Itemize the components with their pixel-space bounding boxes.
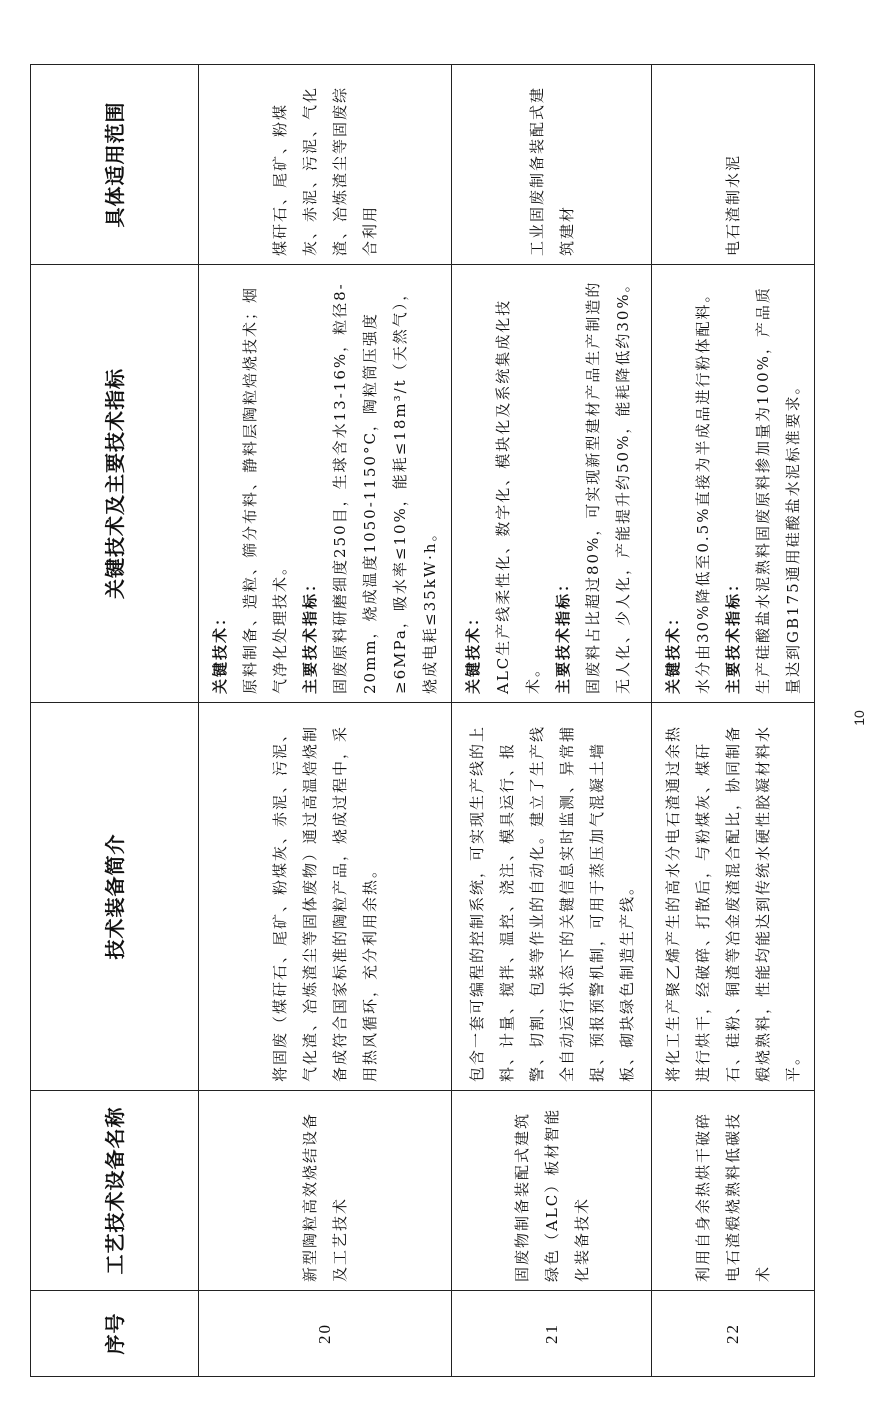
main-index-text: 固废原料研磨细度250目，生球含水13-16%，粒径8-20mm，烧成温度1050-1150°C，陶粒筒压强度≥6MPa，吸水率≤10%，能耗≤18m³/t（天然气），烧成电耗≤35kW·h。 bbox=[331, 282, 439, 694]
row-scope: 工业固废制备装配式建筑建材 bbox=[452, 65, 652, 265]
header-seq: 序号 bbox=[31, 1291, 199, 1377]
main-index-label: 主要技术指标： bbox=[724, 574, 742, 694]
table-header-row bbox=[31, 65, 199, 1377]
row-seq: 20 bbox=[199, 1291, 452, 1377]
key-tech-text: ALC生产线柔性化、数字化、模块化及系统集成化技术。 bbox=[494, 298, 542, 694]
technology-table bbox=[30, 64, 815, 1377]
page-number: 10 bbox=[850, 710, 867, 726]
main-index-label: 主要技术指标： bbox=[554, 574, 572, 694]
table-row bbox=[452, 65, 652, 1377]
table-row bbox=[652, 65, 815, 1377]
key-tech-label: 关键技术： bbox=[211, 608, 229, 694]
row-name: 利用自身余热烘干破碎电石渣煅烧熟料低碳技术 bbox=[652, 1091, 815, 1291]
row-intro: 将化工生产聚乙烯产生的高水分电石渣通过余热进行烘干，经破碎、打散后，与粉煤灰、煤矸石、硅粉、铜渣等冶金废渣混合配比，协同制备煅烧熟料，性能均能达到传统水硬性胶凝材料水平。 bbox=[652, 703, 815, 1091]
row-name: 新型陶粒高效烧结设备及工艺技术 bbox=[199, 1091, 452, 1291]
row-key bbox=[652, 265, 815, 703]
main-index-label: 主要技术指标： bbox=[301, 574, 319, 694]
row-scope: 电石渣制水泥 bbox=[652, 65, 815, 265]
header-key: 关键技术及主要技术指标 bbox=[31, 265, 199, 703]
row-key bbox=[199, 265, 452, 703]
key-tech-label: 关键技术： bbox=[664, 608, 682, 694]
header-intro: 技术装备简介 bbox=[31, 703, 199, 1091]
row-seq: 22 bbox=[652, 1291, 815, 1377]
header-name: 工艺技术设备名称 bbox=[31, 1091, 199, 1291]
row-intro: 将固废（煤矸石、尾矿、粉煤灰、赤泥、污泥、气化渣、冶炼渣尘等固体废物）通过高温焙烧制备成符合国家标准的陶粒产品，烧成过程中，采用热风循环，充分利用余热。 bbox=[199, 703, 452, 1091]
main-index-text: 固废料占比超过80%，可实现新型建材产品生产制造的无人化、少人化，产能提升约50%，能耗降低约30%。 bbox=[584, 275, 632, 694]
row-seq: 21 bbox=[452, 1291, 652, 1377]
key-tech-text: 水分由30%降低至0.5%直接为半成品进行粉体配料。 bbox=[694, 285, 712, 694]
row-name: 固废物制备装配式建筑绿色（ALC）板材智能化装备技术 bbox=[452, 1091, 652, 1291]
row-key bbox=[452, 265, 652, 703]
table-row bbox=[199, 65, 452, 1377]
key-tech-label: 关键技术： bbox=[464, 608, 482, 694]
rotated-table-wrapper bbox=[30, 65, 802, 1377]
row-intro: 包含一套可编程的控制系统，可实现生产线的上料、计量、搅拌、温控、浇注、模具运行、报警、切割、包装等作业的自动化。建立了生产线全自动运行状态下的关键信息实时监测、异常捕捉、预报预警机制，可用于蒸压加气混凝土墙板、砌块绿色制造生产线。 bbox=[452, 703, 652, 1091]
key-tech-text: 原料制备、造粒、筛分布料、静料层陶粒焙烧技术；烟气净化处理技术。 bbox=[241, 285, 289, 694]
main-index-text: 生产硅酸盐水泥熟料固废原料掺加量为100%，产品质量达到GB175通用硅酸盐水泥标准要求。 bbox=[754, 286, 802, 694]
header-scope: 具体适用范围 bbox=[31, 65, 199, 265]
row-scope: 煤矸石、尾矿、粉煤灰、赤泥、污泥、气化渣、冶炼渣尘等固废综合利用 bbox=[199, 65, 452, 265]
